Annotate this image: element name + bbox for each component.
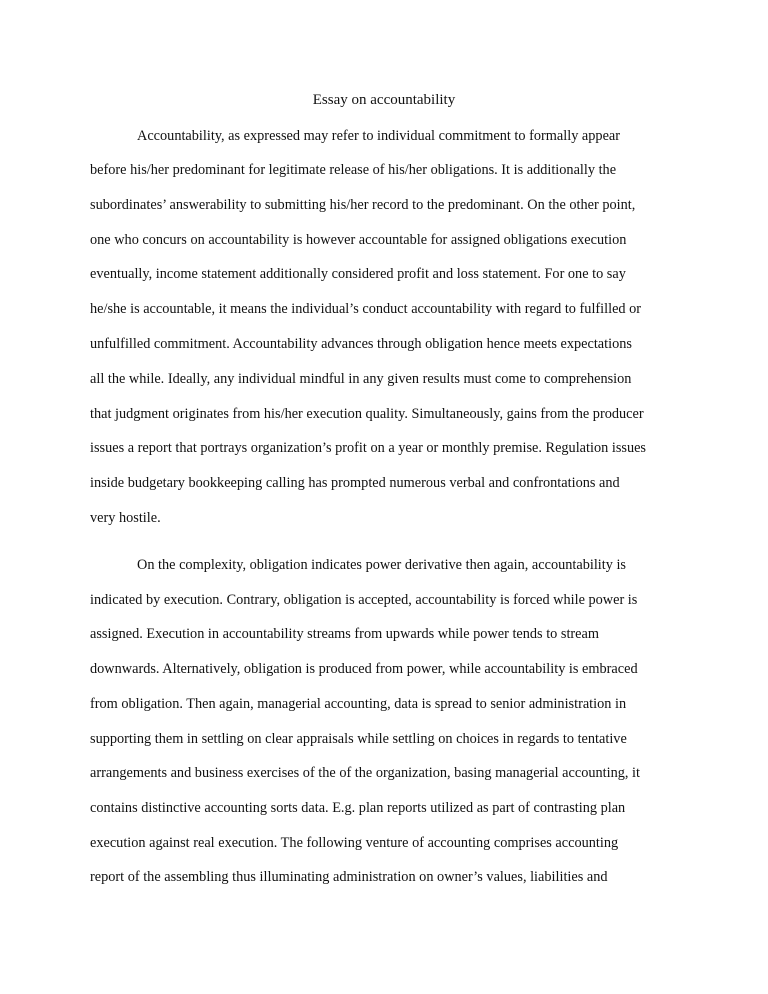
- text-line: Accountability, as expressed may refer to individual commitment to formally appear: [137, 128, 621, 144]
- text-line: all the while. Ideally, any individual mindful in any given results must come to comprehension: [90, 371, 632, 387]
- text-line: On the complexity, obligation indicates power derivative then again, accountability is: [137, 557, 626, 573]
- text-line: issues a report that portrays organization’s profit on a year or monthly premise. Regulation issues: [90, 440, 647, 456]
- text-line: one who concurs on accountability is however accountable for assigned obligations execution: [90, 232, 627, 248]
- text-line: downwards. Alternatively, obligation is produced from power, while accountability is embraced: [90, 661, 638, 677]
- text-line: eventually, income statement additionally considered profit and loss statement. For one to say: [90, 266, 626, 282]
- text-line: report of the assembling thus illuminating administration on owner’s values, liabilities and: [90, 869, 608, 885]
- text-line: subordinates’ answerability to submitting his/her record to the predominant. On the other point,: [90, 197, 636, 213]
- text-line: he/she is accountable, it means the individual’s conduct accountability with regard to fulfilled or: [90, 301, 642, 317]
- text-line: before his/her predominant for legitimate release of his/her obligations. It is additionally the: [90, 162, 617, 178]
- text-line: supporting them in settling on clear appraisals while settling on choices in regards to tentative: [90, 731, 627, 747]
- text-line: arrangements and business exercises of the of the organization, basing managerial accounting, it: [90, 765, 640, 781]
- text-line: unfulfilled commitment. Accountability advances through obligation hence meets expectations: [90, 336, 632, 352]
- text-line: assigned. Execution in accountability streams from upwards while power tends to stream: [90, 626, 599, 642]
- text-line: that judgment originates from his/her execution quality. Simultaneously, gains from the producer: [90, 406, 644, 422]
- text-line: contains distinctive accounting sorts data. E.g. plan reports utilized as part of contrasting plan: [90, 800, 626, 816]
- text-line: from obligation. Then again, managerial accounting, data is spread to senior administration in: [90, 696, 627, 712]
- text-line: indicated by execution. Contrary, obligation is accepted, accountability is forced while power is: [90, 592, 638, 608]
- text-line: execution against real execution. The following venture of accounting comprises accounting: [90, 835, 619, 851]
- essay-title: Essay on accountability: [312, 92, 456, 108]
- text-line: inside budgetary bookkeeping calling has prompted numerous verbal and confrontations and: [90, 475, 620, 491]
- text-line: very hostile.: [90, 510, 161, 526]
